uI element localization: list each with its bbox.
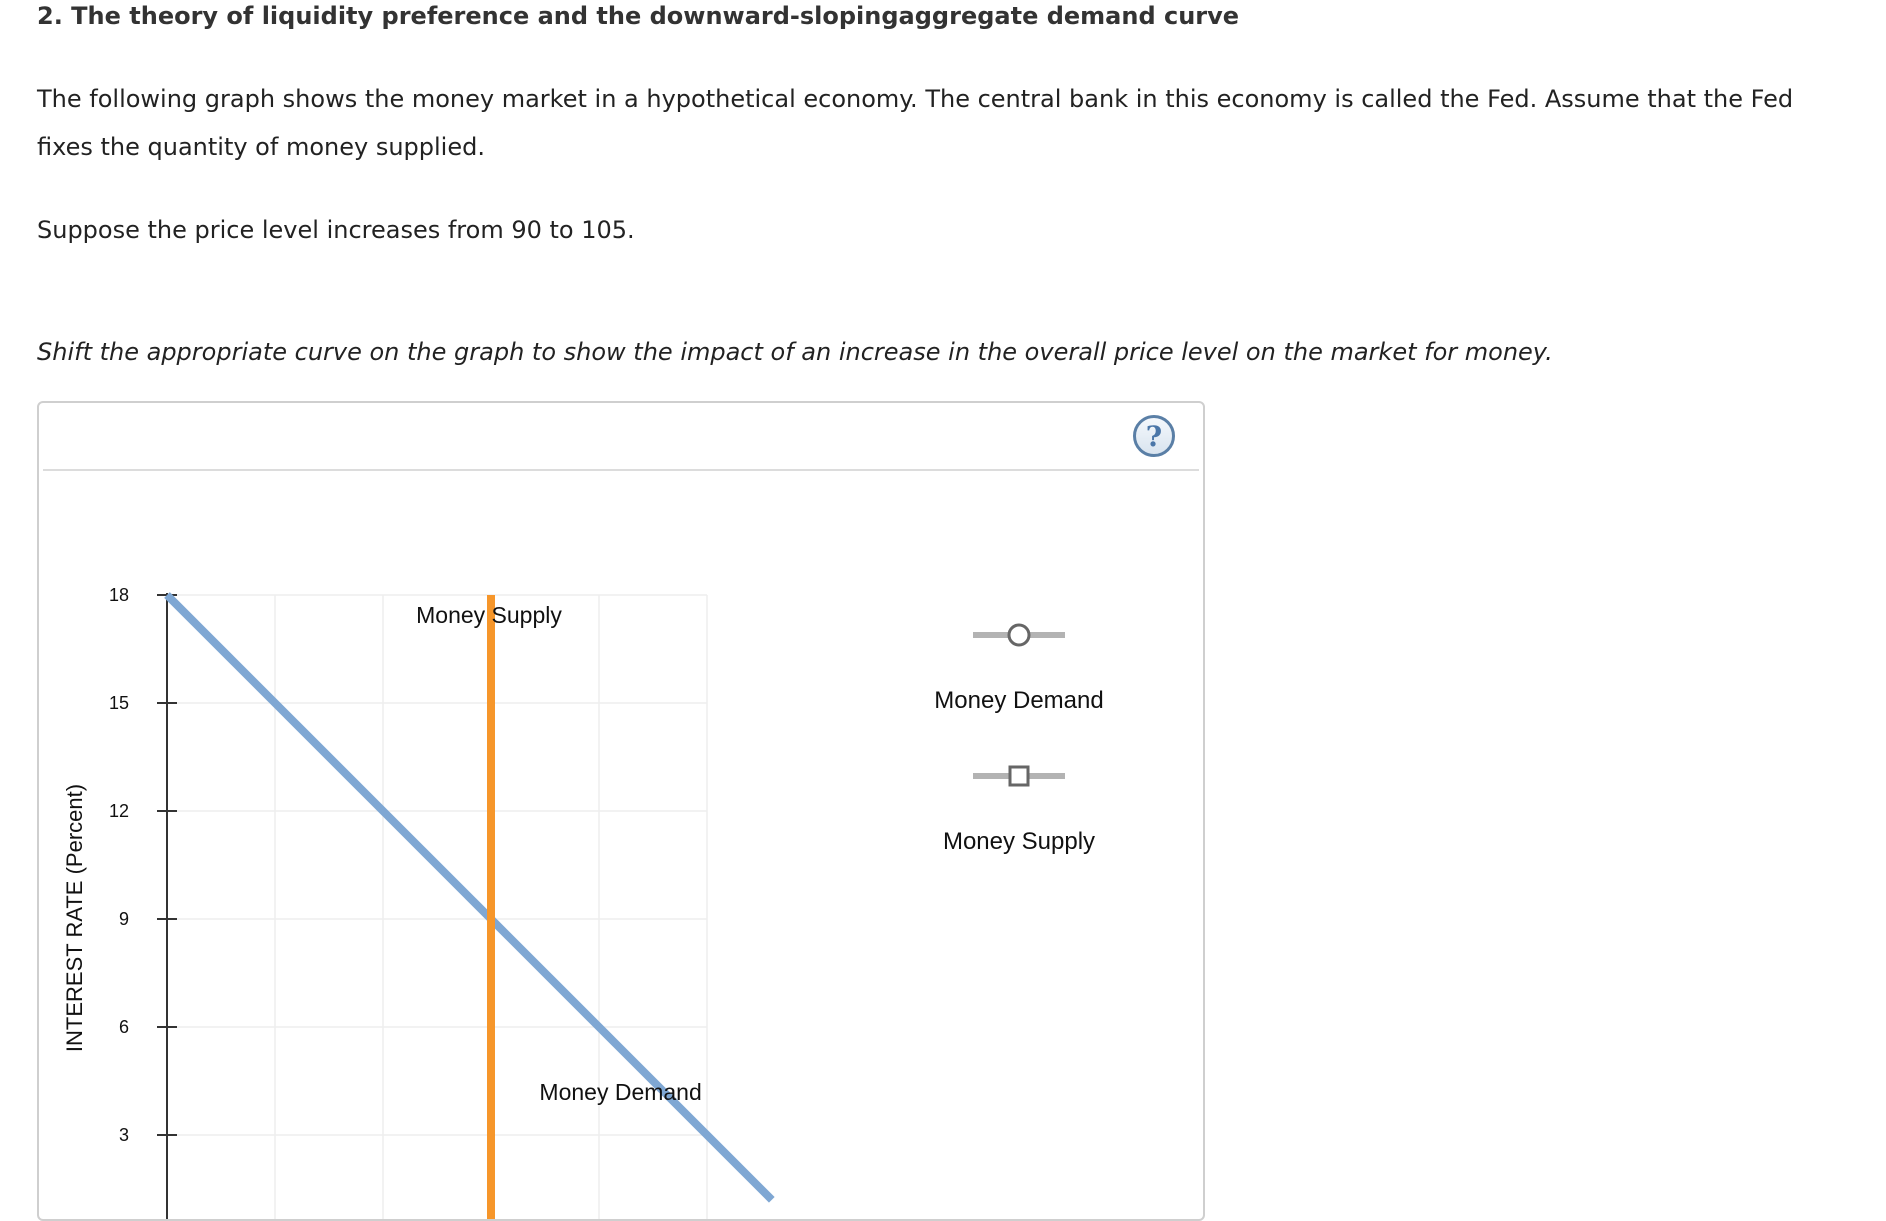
y-tick-label: 18 [108,585,129,605]
intro-paragraph: The following graph shows the money market in a hypothetical economy. The central bank in this economy is called the Fed. Assume that the Fed fixes the quantity of money supplied. [37,85,1794,161]
money-demand-tool-label: Money Demand [934,687,1104,714]
instruction-paragraph: Shift the appropriate curve on the graph to show the impact of an increase in the overall price level on the market for money. [37,338,1553,366]
y-tick-label: 15 [108,693,129,713]
square-icon [969,762,1069,790]
y-tick-label: 12 [108,801,129,821]
money-supply-curve-label: Money Supply [416,602,562,628]
money-market-chart[interactable] [39,403,1203,1219]
y-tick-label: 6 [118,1017,129,1037]
money-demand-tool[interactable] [969,621,1069,649]
y-tick-label: 3 [118,1125,129,1145]
graph-panel [37,401,1205,1221]
circle-icon [969,621,1069,649]
money-demand-curve [167,595,772,1200]
money-demand-curve-label: Money Demand [539,1078,702,1105]
help-icon[interactable]: ? [1133,415,1175,457]
y-axis-label: INTEREST RATE (Percent) [62,783,87,1053]
money-supply-tool[interactable] [969,762,1069,790]
scenario-paragraph: Suppose the price level increases from 90 to 105. [37,216,635,244]
question-title: 2. The theory of liquidity preference and the downward-slopingaggregate demand curve [37,2,1240,30]
y-tick-label: 9 [118,909,129,929]
money-supply-tool-label: Money Supply [942,828,1096,855]
